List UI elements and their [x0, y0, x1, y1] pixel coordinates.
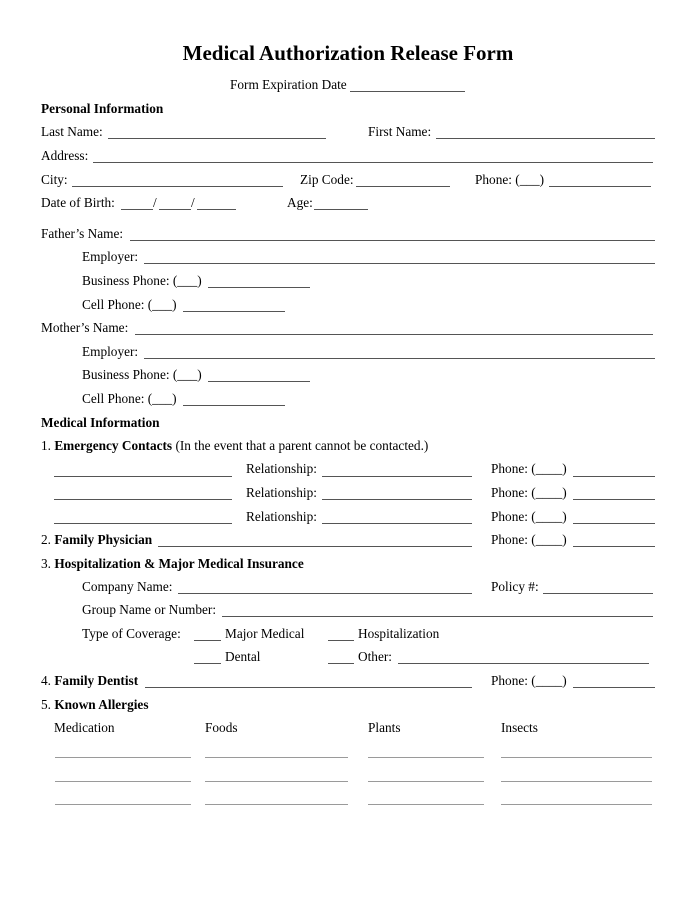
insects-field-2[interactable] — [501, 781, 652, 782]
relationship-label: Relationship: — [246, 485, 317, 500]
insects-field-3[interactable] — [501, 804, 652, 805]
father-cell-phone-field[interactable] — [183, 311, 285, 312]
allergy-column-medication: Medication — [54, 720, 115, 735]
dentist-phone-label: Phone: (____) — [491, 673, 567, 688]
form-expiration-label: Form Expiration Date — [230, 77, 347, 92]
family-physician-field[interactable] — [158, 546, 472, 547]
mothers-name-field[interactable] — [135, 334, 653, 335]
relationship-label: Relationship: — [246, 461, 317, 476]
medication-field-2[interactable] — [55, 781, 191, 782]
family-dentist-field[interactable] — [145, 687, 472, 688]
group-name-label: Group Name or Number: — [82, 602, 217, 617]
last-name-label: Last Name: — [41, 124, 103, 139]
emergency-phone-field-3[interactable] — [573, 523, 655, 524]
foods-field-1[interactable] — [205, 757, 348, 758]
insurance-heading — [41, 556, 304, 572]
section-number: 1. — [41, 438, 51, 453]
major-medical-label: Major Medical — [225, 626, 305, 641]
family-dentist-heading — [41, 673, 138, 689]
foods-field-3[interactable] — [205, 804, 348, 805]
company-name-label: Company Name: — [82, 579, 173, 594]
plants-field-3[interactable] — [368, 804, 484, 805]
first-name-field[interactable] — [436, 138, 655, 139]
dob-separator: / — [153, 195, 157, 210]
phone-field[interactable] — [549, 186, 651, 187]
city-label: City: — [41, 172, 68, 187]
dob-separator: / — [191, 195, 195, 210]
relationship-field-2[interactable] — [322, 499, 472, 500]
emergency-phone-label: Phone: (____) — [491, 461, 567, 476]
emergency-contacts-note: (In the event that a parent cannot be contacted.) — [175, 438, 429, 453]
emergency-contacts-heading — [41, 438, 428, 454]
group-name-field[interactable] — [222, 616, 653, 617]
city-field[interactable] — [72, 186, 283, 187]
first-name-label: First Name: — [368, 124, 432, 139]
known-allergies-title: Known Allergies — [54, 697, 149, 712]
relationship-field-3[interactable] — [322, 523, 472, 524]
mother-cell-phone-label: Cell Phone: (___) — [82, 391, 177, 406]
other-checkbox[interactable] — [328, 663, 354, 664]
address-label: Address: — [41, 148, 89, 163]
type-of-coverage-label: Type of Coverage: — [82, 626, 181, 641]
medication-field-1[interactable] — [55, 757, 191, 758]
emergency-phone-label: Phone: (____) — [491, 485, 567, 500]
age-field[interactable] — [314, 209, 368, 210]
emergency-phone-field-1[interactable] — [573, 476, 655, 477]
policy-number-field[interactable] — [543, 593, 653, 594]
relationship-label: Relationship: — [246, 509, 317, 524]
family-dentist-title: Family Dentist — [54, 673, 139, 688]
other-label: Other: — [358, 649, 392, 664]
mother-cell-phone-field[interactable] — [183, 405, 285, 406]
father-business-phone-field[interactable] — [208, 287, 310, 288]
mother-employer-label: Employer: — [82, 344, 139, 359]
medication-field-3[interactable] — [55, 804, 191, 805]
section-number: 4. — [41, 673, 51, 688]
fathers-name-field[interactable] — [130, 240, 655, 241]
hospitalization-label: Hospitalization — [358, 626, 440, 641]
allergy-column-plants: Plants — [368, 720, 401, 735]
family-physician-heading — [41, 532, 152, 548]
company-name-field[interactable] — [178, 593, 472, 594]
other-coverage-field[interactable] — [398, 663, 649, 664]
insurance-title: Hospitalization & Major Medical Insurance — [54, 556, 304, 571]
father-employer-label: Employer: — [82, 249, 139, 264]
foods-field-2[interactable] — [205, 781, 348, 782]
section-number: 3. — [41, 556, 51, 571]
medical-information-heading: Medical Information — [41, 415, 160, 430]
form-expiration-field[interactable] — [350, 91, 465, 92]
emergency-contact-name-field-3[interactable] — [54, 523, 232, 524]
emergency-contacts-title: Emergency Contacts — [54, 438, 173, 453]
phone-label: Phone: (___) — [475, 172, 545, 187]
section-number: 2. — [41, 532, 51, 547]
form-title: Medical Authorization Release Form — [182, 41, 514, 65]
father-employer-field[interactable] — [144, 263, 655, 264]
father-business-phone-label: Business Phone: (___) — [82, 273, 202, 288]
allergy-column-insects: Insects — [501, 720, 538, 735]
mothers-name-label: Mother’s Name: — [41, 320, 129, 335]
address-field[interactable] — [93, 162, 653, 163]
dental-label: Dental — [225, 649, 261, 664]
mother-business-phone-label: Business Phone: (___) — [82, 367, 202, 382]
dob-month-field[interactable] — [121, 209, 153, 210]
insects-field-1[interactable] — [501, 757, 652, 758]
relationship-field-1[interactable] — [322, 476, 472, 477]
date-of-birth-label: Date of Birth: — [41, 195, 115, 210]
age-label: Age: — [287, 195, 313, 210]
plants-field-1[interactable] — [368, 757, 484, 758]
allergy-column-foods: Foods — [205, 720, 238, 735]
policy-number-label: Policy #: — [491, 579, 539, 594]
father-cell-phone-label: Cell Phone: (___) — [82, 297, 177, 312]
zip-code-field[interactable] — [356, 186, 450, 187]
known-allergies-heading — [41, 697, 149, 713]
fathers-name-label: Father’s Name: — [41, 226, 124, 241]
mother-employer-field[interactable] — [144, 358, 655, 359]
dob-year-field[interactable] — [197, 209, 236, 210]
personal-information-heading: Personal Information — [41, 101, 164, 116]
family-physician-title: Family Physician — [54, 532, 153, 547]
emergency-phone-label: Phone: (____) — [491, 509, 567, 524]
zip-code-label: Zip Code: — [300, 172, 354, 187]
physician-phone-field[interactable] — [573, 546, 655, 547]
physician-phone-label: Phone: (____) — [491, 532, 567, 547]
emergency-contact-name-field-1[interactable] — [54, 476, 232, 477]
emergency-phone-field-2[interactable] — [573, 499, 655, 500]
plants-field-2[interactable] — [368, 781, 484, 782]
dob-day-field[interactable] — [159, 209, 191, 210]
last-name-field[interactable] — [108, 138, 326, 139]
dental-checkbox[interactable] — [194, 663, 221, 664]
major-medical-checkbox[interactable] — [194, 640, 221, 641]
emergency-contact-name-field-2[interactable] — [54, 499, 232, 500]
hospitalization-checkbox[interactable] — [328, 640, 354, 641]
mother-business-phone-field[interactable] — [208, 381, 310, 382]
dentist-phone-field[interactable] — [573, 687, 655, 688]
section-number: 5. — [41, 697, 51, 712]
